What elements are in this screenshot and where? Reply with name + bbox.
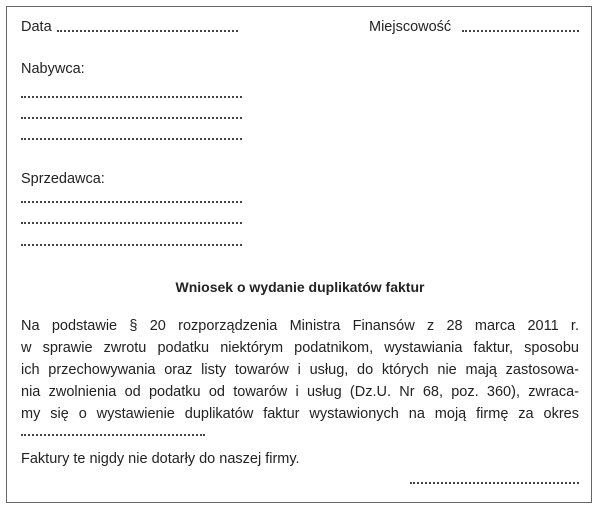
- buyer-field-line-1[interactable]: [21, 96, 242, 98]
- buyer-label: Nabywca:: [21, 61, 85, 77]
- seller-field-line-2[interactable]: [21, 222, 242, 224]
- seller-label: Sprzedawca:: [21, 171, 105, 187]
- seller-field-line-1[interactable]: [21, 201, 242, 203]
- document-title: Wniosek o wydanie duplikatów faktur: [175, 279, 425, 295]
- buyer-field-line-2[interactable]: [21, 117, 242, 119]
- date-field[interactable]: [57, 30, 238, 32]
- period-field[interactable]: [21, 434, 205, 436]
- date-label: Data: [21, 19, 52, 35]
- body-line: Na podstawie § 20 rozporządzenia Ministra Finansów z 28 marca 2011 r.: [21, 318, 579, 334]
- document-frame: [6, 6, 592, 503]
- closing-text: Faktury te nigdy nie dotarły do naszej firmy.: [21, 451, 300, 467]
- body-line: my się o wystawienie duplikatów faktur wystawionych na moją firmę za okres: [21, 406, 579, 422]
- buyer-field-line-3[interactable]: [21, 138, 242, 140]
- body-line: w sprawie zwrotu podatku niektórym podatnikom, wystawiania faktur, sposobu: [21, 340, 579, 356]
- body-line: nia zwolnienia od podatku od towarów i usług (Dz.U. Nr 68, poz. 360), zwraca-: [21, 384, 579, 400]
- place-field[interactable]: [462, 30, 579, 32]
- body-line: ich przechowywania oraz listy towarów i usług, do których nie mają zastosowa-: [21, 362, 579, 378]
- seller-field-line-3[interactable]: [21, 244, 242, 246]
- signature-field[interactable]: [410, 482, 579, 484]
- place-label: Miejscowość: [369, 19, 452, 35]
